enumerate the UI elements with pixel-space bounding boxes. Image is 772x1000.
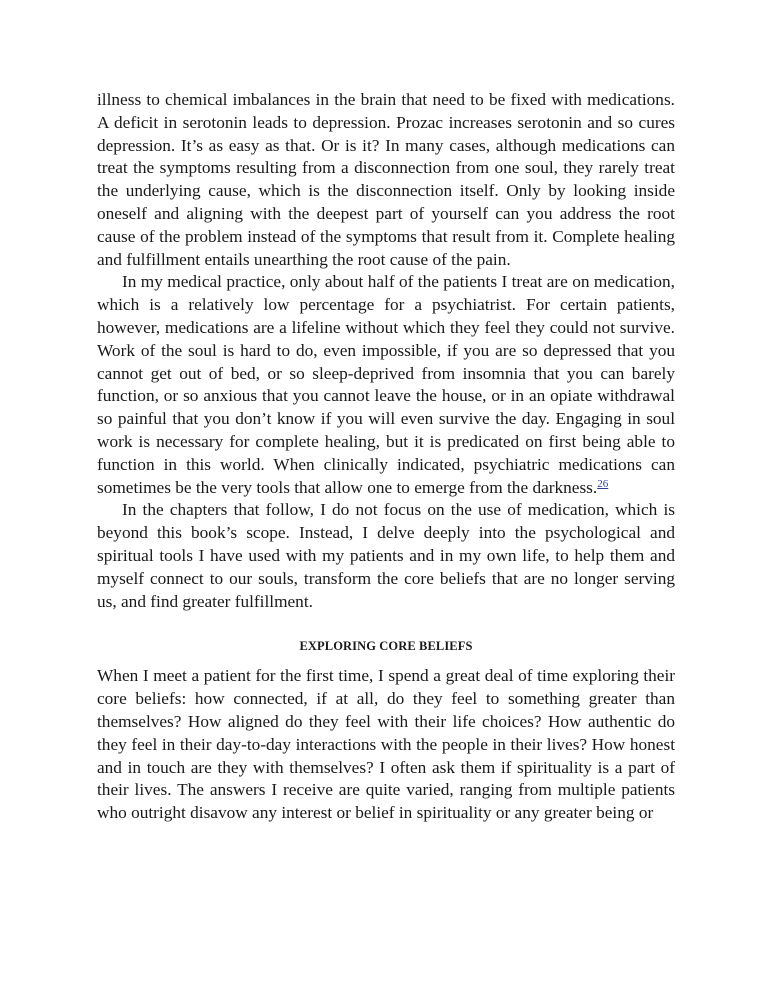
paragraph-2-text: In my medical practice, only about half of the patients I treat are on medication, which is a relatively low percentage for a psychiatrist. For certain patients, however, medications are a lifeline without which they feel they could not survive. Work of the soul is hard to do, even impossible, if you are so depressed that you cannot get out of bed, or so sleep-deprived from insomnia that you can barely function, or so anxious that you cannot leave the house, or in an opiate withdrawal so painful that you don’t know if you will even survive the day. Engaging in soul work is necessary for complete healing, but it is predicated on first being able to function in this world. When clinically indicated, psychiatric medications can sometimes be the very tools that allow one to emerge from the darkness. — [97, 272, 675, 497]
section-paragraph-text: When I meet a patient for the first time, I spend a great deal of time exploring their core beliefs: how connected, if at all, do they feel to something greater than themselves? How aligned do they feel with their life choices? How authentic do they feel in their day-to-day interactions with the people in their lives? How honest and in touch are they with themselves? I often ask them if spirituality is a part of their lives. The answers I receive are quite varied, ranging from multiple patients who outright disavow any interest or belief in spirituality or any greater being or — [97, 666, 675, 823]
paragraph-3-text: In the chapters that follow, I do not focus on the use of medication, which is beyond this book’s scope. Instead, I delve deeply into the psychological and spiritual tools I have used with my patients and in my own life, to help them and myself connect to our souls, transform the core beliefs that are no longer serving us, and find greater fulfillment. — [97, 500, 675, 611]
paragraph-3 — [97, 499, 675, 613]
section-heading: EXPLORING CORE BELIEFS — [299, 639, 473, 654]
page-content — [97, 89, 675, 825]
paragraph-1 — [97, 89, 675, 271]
footnote-link[interactable]: 26 — [597, 477, 609, 490]
paragraph-2 — [97, 271, 675, 499]
section-paragraph — [97, 665, 675, 825]
paragraph-1-text: illness to chemical imbalances in the brain that need to be fixed with medications. A deficit in serotonin leads to depression. Prozac increases serotonin and so cures depression. It’s as easy as that. Or is it? In many cases, although medications can treat the symptoms resulting from a disconnection from one soul, they rarely treat the underlying cause, which is the disconnection itself. Only by looking inside oneself and aligning with the deepest part of yourself can you address the root cause of the problem instead of the symptoms that result from it. Complete healing and fulfillment entails unearthing the root cause of the pain. — [97, 90, 675, 269]
